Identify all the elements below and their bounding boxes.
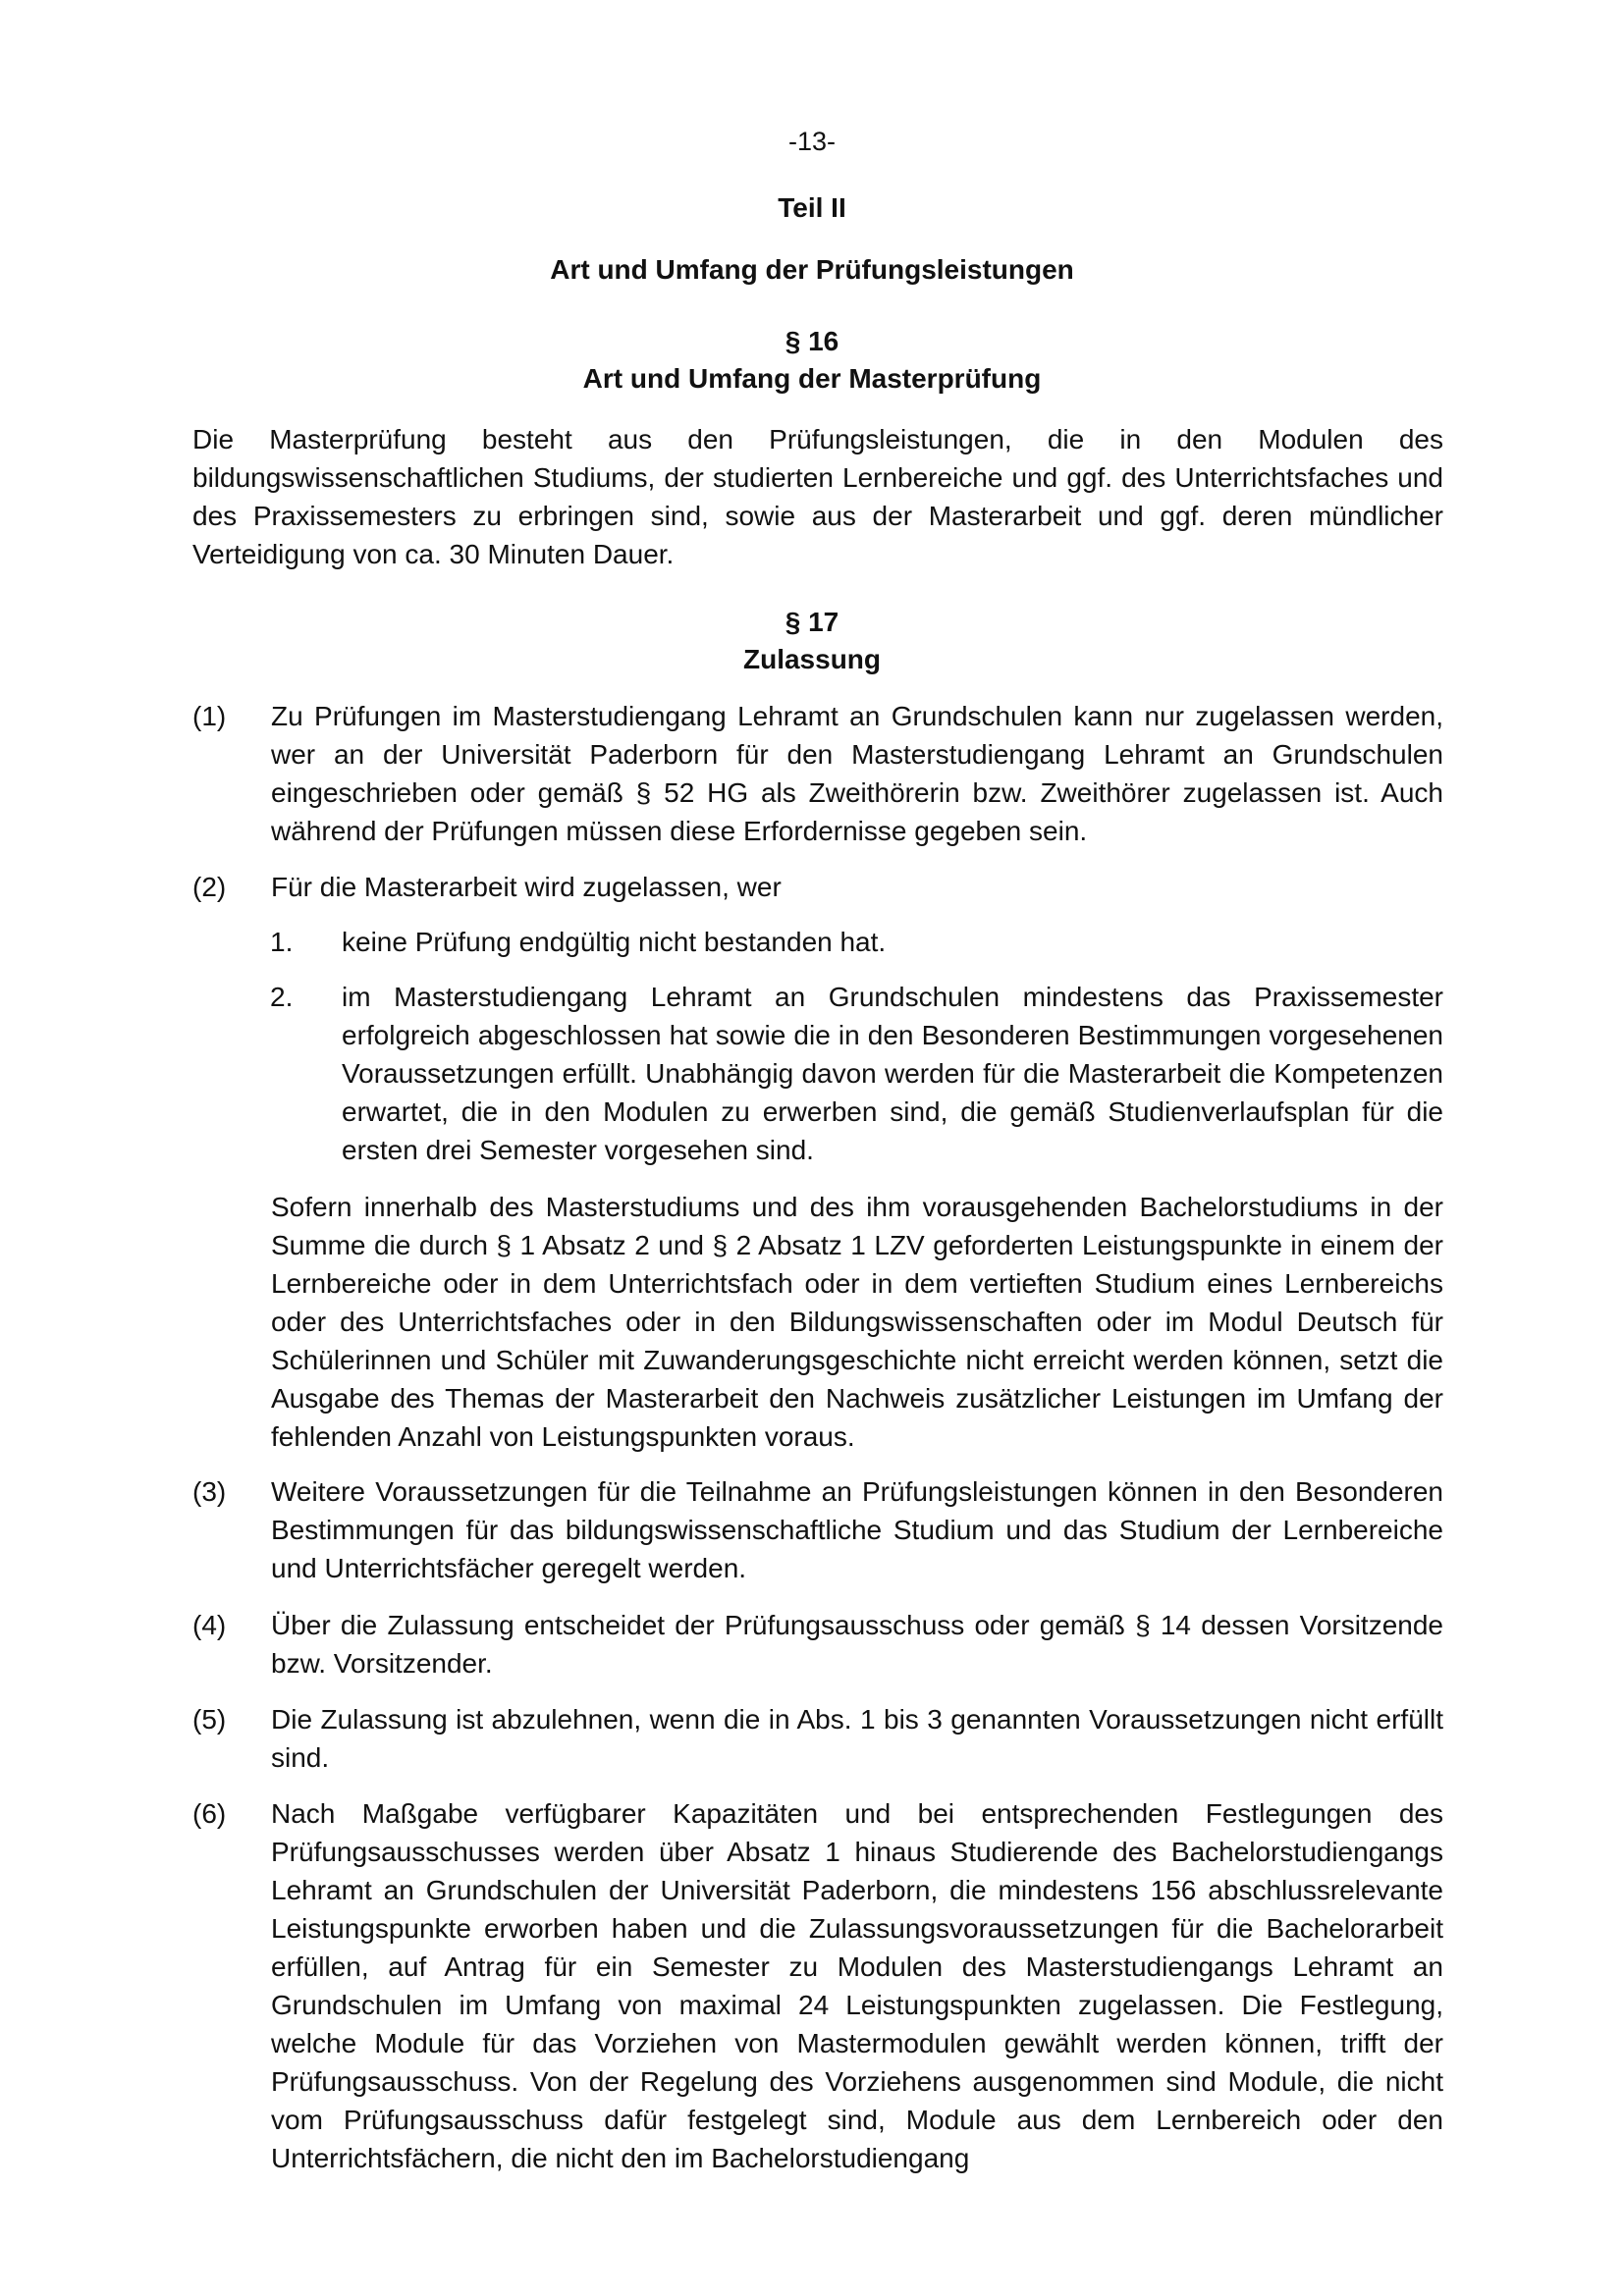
paragraph-number: (1) — [192, 701, 227, 731]
paragraph-number: (5) — [192, 1704, 227, 1735]
list-item-number: 2. — [270, 982, 294, 1012]
list-item-text: im Masterstudiengang Lehramt an Grundschulen mindestens das Praxissemester erfolgreich abgeschlossen hat sowie die in den Besonderen Bestimmungen vorgesehenen Voraussetzungen erfüllt. Unabhängig davon werden für die Masterarbeit die Kompetenzen erwartet, die in den Modulen zu erwerben sind, die gemäß Studienverlaufsplan für die ersten drei Semester vorgesehen sind. — [342, 982, 1443, 1165]
paragraph-5 — [192, 1700, 1443, 1777]
part-title: Teil II — [778, 192, 846, 223]
list-item-text: keine Prüfung endgültig nicht bestanden hat. — [342, 927, 887, 957]
paragraph-number: (2) — [192, 872, 227, 902]
paragraph-number: (3) — [192, 1476, 227, 1507]
paragraph-2 — [192, 868, 1443, 906]
paragraph-4 — [192, 1606, 1443, 1682]
part-subtitle: Art und Umfang der Prüfungsleistungen — [550, 254, 1074, 285]
section-16-title: Art und Umfang der Masterprüfung — [582, 363, 1042, 394]
paragraph-text: Für die Masterarbeit wird zugelassen, wer — [271, 872, 782, 902]
list-item — [270, 923, 1443, 961]
paragraph-text: Zu Prüfungen im Masterstudiengang Lehramt an Grundschulen kann nur zugelassen werden, wer an der Universität Paderborn für den Masterstudiengang Lehramt an Grundschulen eingeschrieben oder gemäß § 52 HG als Zweithörerin bzw. Zweithörer zugelassen ist. Auch während der Prüfungen müssen diese Erfordernisse gegeben sein. — [271, 701, 1443, 846]
paragraph-2-continuation: Sofern innerhalb des Masterstudiums und des ihm vorausgehenden Bachelorstudiums in der Summe die durch § 1 Absatz 2 und § 2 Absatz 1 LZV geforderten Leistungspunkte in einem der Lernbereiche oder in dem Unterrichtsfach oder in dem vertieften Studium eines Lernbereichs oder des Unterrichtsfaches oder in den Bildungswissenschaften oder im Modul Deutsch für Schülerinnen und Schüler mit Zuwanderungsgeschichte nicht erreicht werden können, setzt die Ausgabe des Themas der Masterarbeit den Nachweis zusätzlicher Leistungen im Umfang der fehlenden Anzahl von Leistungspunkten voraus. — [271, 1192, 1443, 1452]
paragraph-text: Weitere Voraussetzungen für die Teilnahme an Prüfungsleistungen können in den Besonderen Bestimmungen für das bildungswissenschaftliche Studium und das Studium der Lernbereiche und Unterrichtsfächer geregelt werden. — [271, 1476, 1443, 1583]
section-17-number: § 17 — [785, 607, 839, 637]
section-16-number: § 16 — [785, 326, 839, 356]
paragraph-1 — [192, 697, 1443, 850]
paragraph-6 — [192, 1794, 1443, 2177]
paragraph-text: Nach Maßgabe verfügbarer Kapazitäten und bei entsprechenden Festlegungen des Prüfungsausschusses werden über Absatz 1 hinaus Studierende des Bachelorstudiengangs Lehramt an Grundschulen der Universität Paderborn, die mindestens 156 abschlussrelevante Leistungspunkte erworben haben und die Zulassungsvoraussetzungen für die Bachelorarbeit erfüllen, auf Antrag für ein Semester zu Modulen des Masterstudiengangs Lehramt an Grundschulen im Umfang von maximal 24 Leistungspunkten zugelassen. Die Festlegung, welche Module für das Vorziehen von Mastermodulen gewählt werden können, trifft der Prüfungsausschuss. Von der Regelung des Vorziehens ausgenommen sind Module, die nicht vom Prüfungsausschuss dafür festgelegt sind, Module aus dem Lernbereich oder den Unterrichtsfächern, die nicht den im Bachelorstudiengang — [271, 1798, 1443, 2173]
paragraph-number: (6) — [192, 1798, 227, 1829]
paragraph-3 — [192, 1472, 1443, 1587]
list-item-number: 1. — [270, 927, 294, 957]
paragraph-text: Über die Zulassung entscheidet der Prüfungsausschuss oder gemäß § 14 dessen Vorsitzende bzw. Vorsitzender. — [271, 1610, 1443, 1679]
section-17-title: Zulassung — [742, 644, 881, 674]
paragraph-text: Die Zulassung ist abzulehnen, wenn die in Abs. 1 bis 3 genannten Voraussetzungen nicht erfüllt sind. — [271, 1704, 1443, 1773]
paragraph-number: (4) — [192, 1610, 227, 1640]
page-number: -13- — [787, 127, 836, 156]
list-item — [270, 978, 1443, 1169]
section-16-text: Die Masterprüfung besteht aus den Prüfungsleistungen, die in den Modulen des bildungswissenschaftlichen Studiums, der studierten Lernbereiche und ggf. des Unterrichtsfaches und des Praxissemesters zu erbringen sind, sowie aus der Masterarbeit und ggf. deren mündlicher Verteidigung von ca. 30 Minuten Dauer. — [192, 424, 1443, 569]
